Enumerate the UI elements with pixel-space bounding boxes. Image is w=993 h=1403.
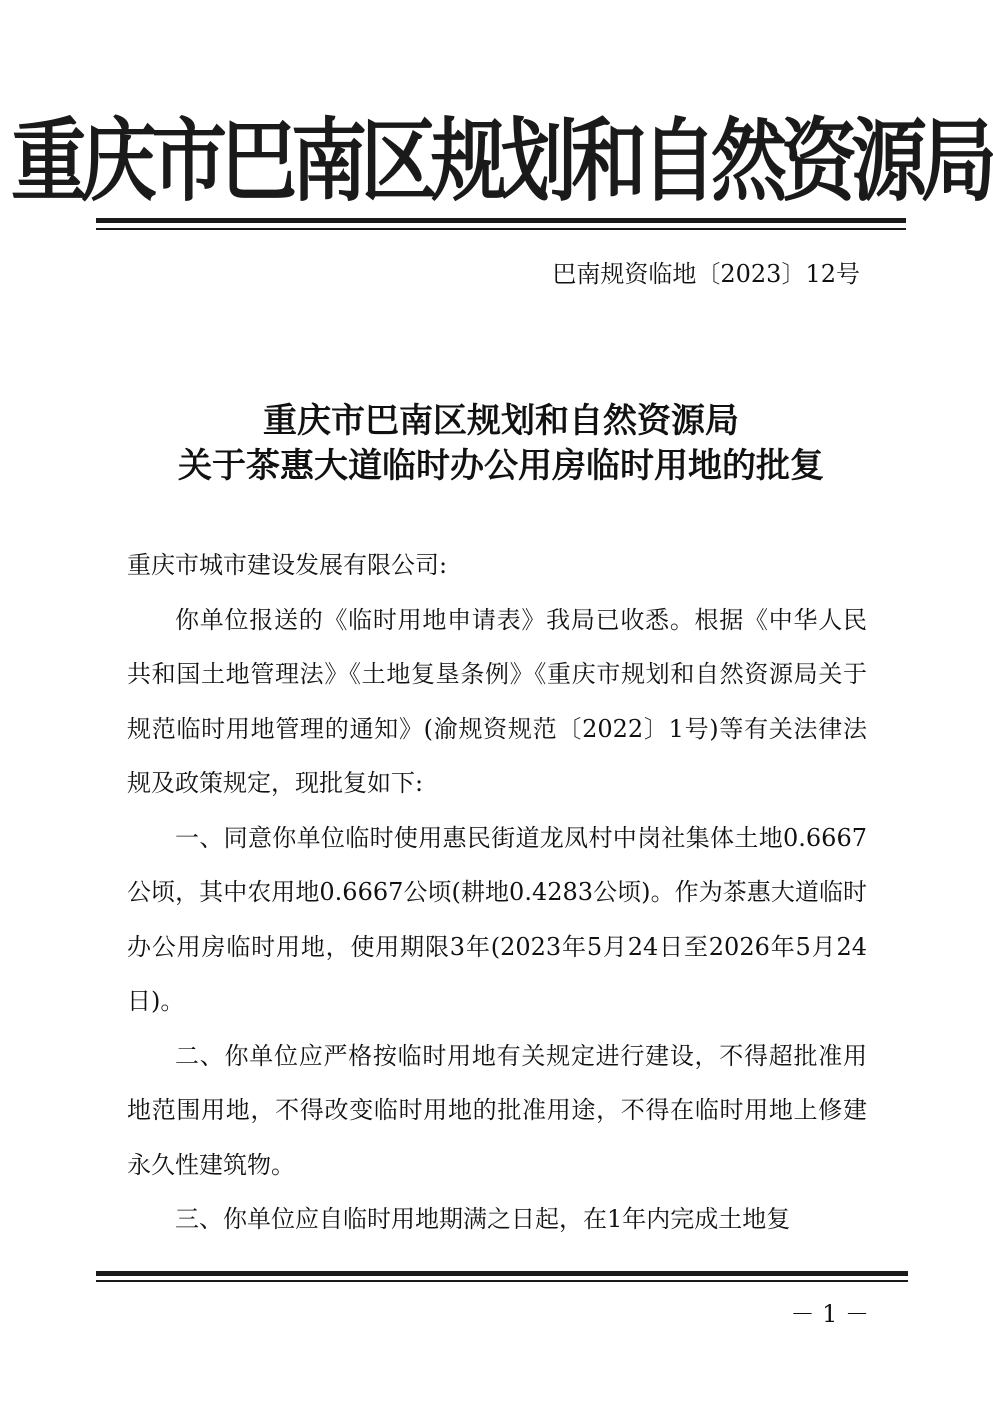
letterhead-rule-thin [96,228,906,230]
footer-rule-thin [96,1280,908,1282]
document-title-line-1: 重庆市巴南区规划和自然资源局 [263,401,739,441]
letterhead-title: 重庆市巴南区规划和自然资源局 [11,107,991,213]
salutation: 重庆市城市建设发展有限公司: [127,551,448,579]
letterhead-rule-thick [96,218,906,223]
body-paragraph: 你单位报送的《临时用地申请表》我局已收悉。根据《中华人民共和国土地管理法》《土地复垦条例》《重庆市规划和自然资源局关于规范临时用地管理的通知》(渝规资规范〔2022〕1号)等有关法律法规及政策规定，现批复如下: [127,605,867,797]
footer-rule-thick [96,1271,908,1276]
document-body [127,538,867,1247]
body-paragraph: 一、同意你单位临时使用惠民街道龙凤村中岗社集体土地0.6667公顷，其中农用地0.6667公顷(耕地0.4283公顷)。作为茶惠大道临时办公用房临时用地，使用期限3年(2023年5月24日至2026年5月24日)。 [127,823,867,1015]
page-number: － 1 － [790,1300,869,1328]
body-paragraph: 二、你单位应严格按临时用地有关规定进行建设，不得超批准用地范围用地，不得改变临时用地的批准用途，不得在临时用地上修建永久性建筑物。 [127,1041,867,1179]
document-title-line-2: 关于茶惠大道临时办公用房临时用地的批复 [178,446,824,486]
document-number: 巴南规资临地〔2023〕12号 [552,260,860,288]
body-paragraph: 三、你单位应自临时用地期满之日起，在1年内完成土地复 [175,1205,791,1233]
